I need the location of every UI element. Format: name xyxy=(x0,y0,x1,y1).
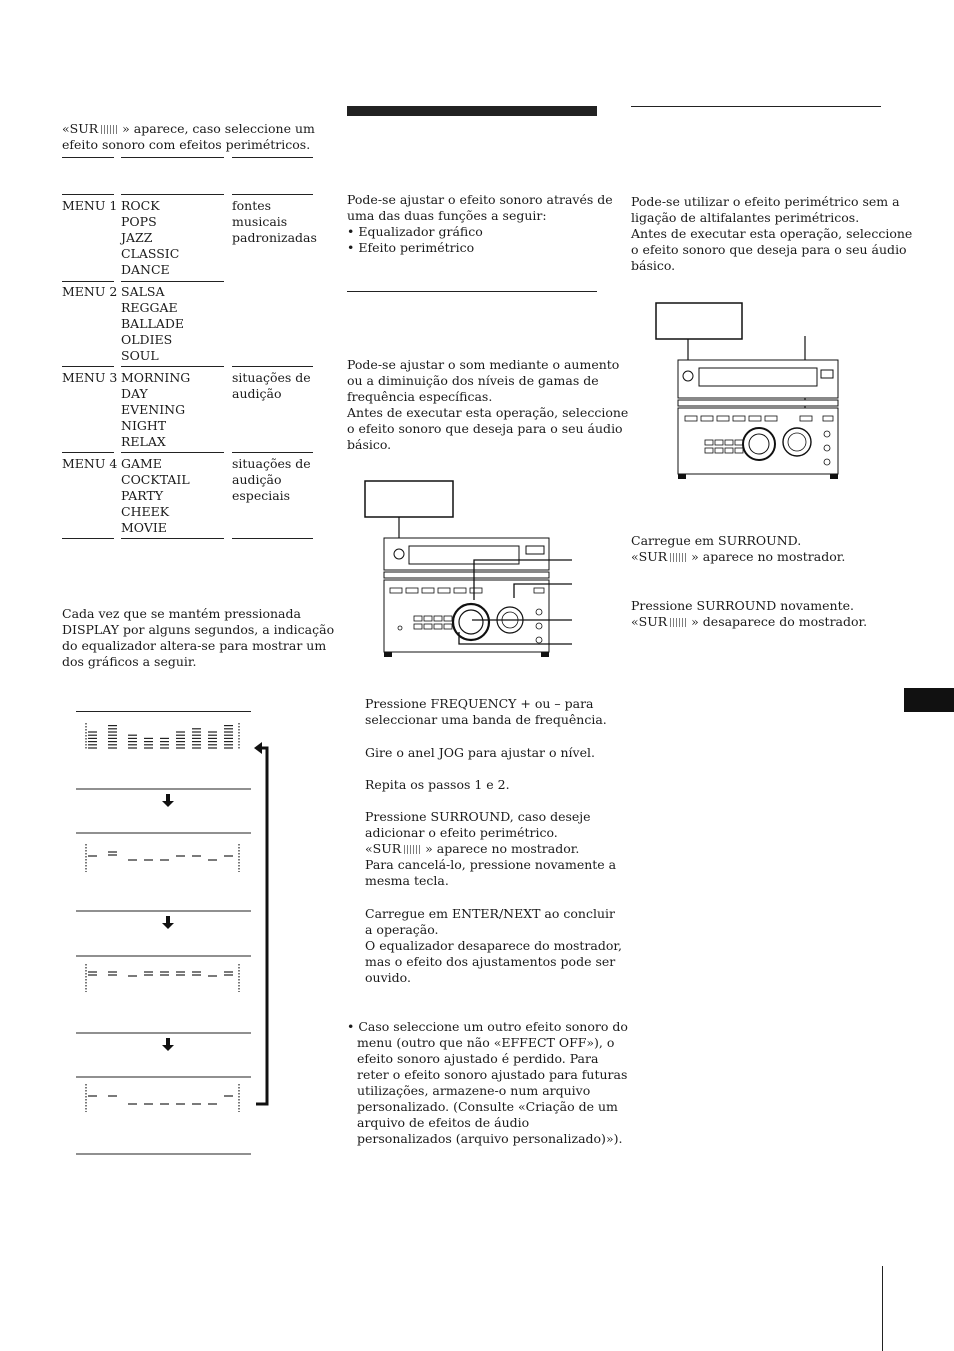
eq-pattern xyxy=(86,844,239,872)
right-intro: Pode-se utilizar o efeito perimétrico sem a ligação de altifalantes perimétricos. Antes de executar esta operação, seleccione o efeito sonoro que deseja para o seu áudio básico. xyxy=(631,194,913,273)
cycle-arrow xyxy=(252,740,276,1110)
step-3: Repita os passos 1 e 2. xyxy=(365,777,510,792)
menu-3-effects: MORNING DAY EVENING NIGHT RELAX xyxy=(121,370,191,449)
intro-text: «SUR » aparece, caso seleccione um efeito sonoro com efeitos perimétricos. xyxy=(62,121,315,152)
eq-bars xyxy=(86,723,239,750)
step-5: Carregue em ENTER/NEXT ao concluir a operação. O equalizador desaparece do mostrador, mas o efeito dos ajustamentos pode ser ouvido. xyxy=(365,906,622,985)
note-text: • Caso seleccione um outro efeito sonoro do menu (outro que não «EFFECT OFF»), o efeito sonoro ajustado é perdido. Para reter o efeito sonoro ajustado para futuras utilizações, armazene-o num arquivo personalizado. (Consulte «Criação de um arquivo de efeitos de áudio personalizados (arquivo personalizado)»). xyxy=(347,1019,628,1146)
right-step-2: Pressione SURROUND novamente. «SUR » desaparece do mostrador. xyxy=(631,598,868,629)
step-4: Pressione SURROUND, caso deseje adicionar o efeito perimétrico. «SUR » aparece no mostrador. Para cancelá-lo, pressione novamente a mesma tecla. xyxy=(365,809,617,888)
middle-para2: Pode-se ajustar o som mediante o aumento ou a diminuição dos níveis de gamas de frequência específicas. Antes de executar esta operação, seleccione o efeito sonoro que deseja para o seu áudio básico. xyxy=(347,357,629,452)
surround-icon xyxy=(101,125,119,134)
menu-4-desc: situações de audição especiais xyxy=(232,456,311,503)
stereo-device-illustration-2 xyxy=(655,302,845,482)
middle-intro: Pode-se ajustar o efeito sonoro através de uma das duas funções a seguir: • Equalizador gráfico • Efeito perimétrico xyxy=(347,192,613,255)
stereo-device-illustration xyxy=(364,480,576,660)
surround-icon xyxy=(670,553,688,562)
menu-2-effects: SALSA REGGAE BALLADE OLDIES SOUL xyxy=(121,284,184,363)
surround-icon xyxy=(670,618,688,627)
display-paragraph: Cada vez que se mantém pressionada DISPLAY por alguns segundos, a indicação do equalizador altera-se para mostrar um dos gráficos a seguir. xyxy=(62,606,335,669)
surround-icon xyxy=(404,845,422,854)
menu-1-label: MENU 1 xyxy=(62,198,118,213)
eq-display-full xyxy=(86,723,239,750)
step-2: Gire o anel JOG para ajustar o nível. xyxy=(365,745,595,760)
menu-1-effects: ROCK POPS JAZZ CLASSIC DANCE xyxy=(121,198,180,277)
step-1: Pressione FREQUENCY + ou – para seleccionar uma banda de frequência. xyxy=(365,696,607,727)
menu-1-desc: fontes musicais padronizadas xyxy=(232,198,317,245)
eq-display-diagram xyxy=(76,712,251,1162)
menu-3-desc: situações de audição xyxy=(232,370,311,401)
right-step-1: Carregue em SURROUND. «SUR » aparece no mostrador. xyxy=(631,533,846,564)
menu-4-effects: GAME COCKTAIL PARTY CHEEK MOVIE xyxy=(121,456,190,535)
eq-pattern xyxy=(86,1084,239,1112)
eq-pattern xyxy=(86,964,239,992)
menu-3-label: MENU 3 xyxy=(62,370,118,385)
menu-2-label: MENU 2 xyxy=(62,284,118,299)
section-tab xyxy=(904,688,954,712)
menu-4-label: MENU 4 xyxy=(62,456,118,471)
